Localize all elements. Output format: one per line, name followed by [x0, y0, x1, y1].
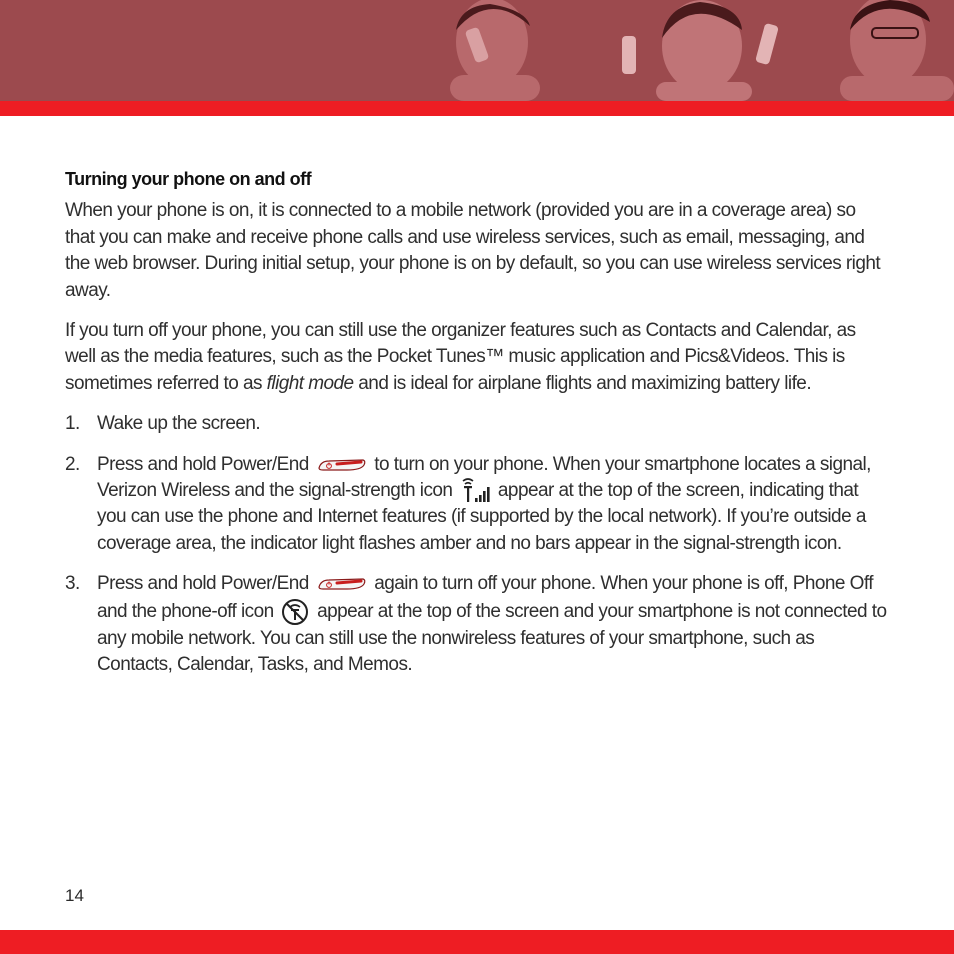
- power-end-button-icon: [317, 577, 367, 591]
- header-red-stripe: [0, 101, 954, 116]
- step-text: appear at the top of the screen and your smartphone is not connected to any mobile network. You can still use the nonwireless features of your smartphone, such as Contacts, Calendar, Tasks, and Memos.: [97, 600, 887, 676]
- page-number: 14: [65, 886, 84, 905]
- paragraph-phone-on: When your phone is on, it is connected to a mobile network (provided you are in a coverage area) so that you can make and receive phone calls and use wireless services, such as email, messaging, and the web browser. During initial setup, your phone is on by default, so you can use wireless services right away.: [65, 200, 881, 301]
- step-number: 1.: [65, 413, 80, 435]
- main-content: [65, 166, 887, 693]
- step-text: to turn on your phone. When your smartphone locates a signal, Verizon Wireless and the signal-strength icon: [97, 453, 871, 502]
- paragraph-text: If you turn off your phone, you can still use the organizer features such as Contacts and Calendar, as well as the media features, such as the Pocket Tunes™ music application and Pics&Videos. This is sometimes referred to as: [65, 320, 856, 394]
- steps-list: [65, 411, 887, 678]
- step-text: again to turn off your phone. When your phone is off, Phone Off and the phone-off icon: [97, 573, 874, 622]
- step-2: [65, 452, 887, 558]
- section-heading: Turning your phone on and off: [65, 169, 312, 189]
- step-number: 3.: [65, 573, 80, 595]
- step-text: Wake up the screen.: [97, 413, 261, 435]
- step-number: 2.: [65, 453, 80, 475]
- footer-red-stripe: [0, 930, 954, 954]
- power-end-button-icon: [317, 458, 367, 472]
- phone-off-icon: [281, 598, 309, 626]
- paragraph-text: and is ideal for airplane flights and maximizing battery life.: [353, 372, 812, 394]
- people-on-phones-photo: [430, 0, 954, 101]
- step-text: Press and hold Power/End: [97, 453, 309, 475]
- step-text: appear at the top of the screen, indicating that you can use the phone and Internet features (if supported by the local network). If you’re outside a coverage area, the indicator light flashes amber and no bars appear in the signal-strength icon.: [97, 480, 866, 554]
- flight-mode-term: flight mode: [266, 372, 354, 394]
- signal-strength-icon: [460, 478, 490, 504]
- step-3: [65, 571, 887, 678]
- paragraph-phone-off: [65, 318, 887, 397]
- step-1: [65, 411, 887, 437]
- step-text: Press and hold Power/End: [97, 573, 309, 595]
